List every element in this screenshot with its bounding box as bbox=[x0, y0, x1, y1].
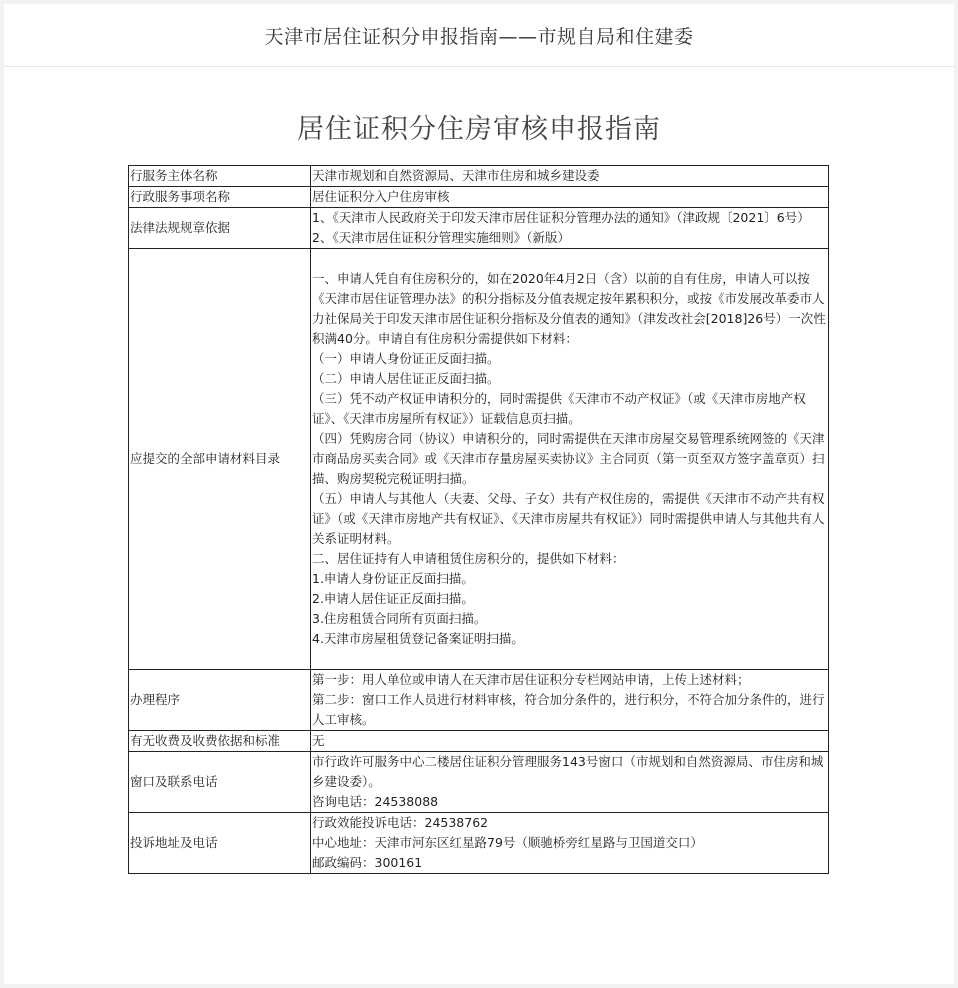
value-line: 3.住房租赁合同所有页面扫描。 bbox=[312, 611, 487, 626]
value-line: 4.天津市房屋租赁登记备案证明扫描。 bbox=[312, 631, 524, 646]
document-title: 居住证积分住房审核申报指南 bbox=[297, 114, 661, 145]
row-label: 应提交的全部申请材料目录 bbox=[129, 249, 311, 670]
row-value bbox=[311, 187, 829, 208]
value-line: 行政效能投诉电话：24538762 bbox=[312, 815, 489, 830]
row-value bbox=[311, 249, 829, 670]
row-value bbox=[311, 813, 829, 874]
value-line: （四）凭购房合同（协议）申请积分的，同时需提供在天津市房屋交易管理系统网签的《天津市商品房买卖合同》或《天津市存量房屋买卖协议》主合同页（第一页至双方签字盖章页）扫描、购房契税完税证明扫描。 bbox=[312, 431, 825, 486]
value-line: 2、《天津市居住证积分管理实施细则》（新版） bbox=[312, 230, 570, 245]
value-line: 天津市规划和自然资源局、天津市住房和城乡建设委 bbox=[312, 168, 600, 183]
page-title: 天津市居住证积分申报指南——市规自局和住建委 bbox=[264, 25, 694, 48]
value-line: 一、申请人凭自有住房积分的，如在2020年4月2日（含）以前的自有住房，申请人可以按《天津市居住证管理办法》的积分指标及分值表规定按年累积积分，或按《市发展改革委市人力社保局关于印发天津市居住证积分指标及分值表的通知》（津发改社会[2018]26号）一次性积满40分。申请自有住房积分需提供如下材料： bbox=[312, 271, 826, 346]
table-row-item bbox=[129, 187, 829, 208]
value-line: （二）申请人居住证正反面扫描。 bbox=[312, 371, 500, 386]
table-row-complaint bbox=[129, 813, 829, 874]
value-line: 2.申请人居住证正反面扫描。 bbox=[312, 591, 474, 606]
value-line: （三）凭不动产权证申请积分的，同时需提供《天津市不动产权证》（或《天津市房地产权证》、《天津市房屋所有权证》）证载信息页扫描。 bbox=[312, 391, 806, 426]
table-row-window bbox=[129, 752, 829, 813]
guide-table bbox=[128, 165, 829, 874]
value-line: 居住证积分入户住房审核 bbox=[312, 189, 450, 204]
value-line: 第二步：窗口工作人员进行材料审核，符合加分条件的，进行积分，不符合加分条件的，进行人工审核。 bbox=[312, 692, 825, 727]
value-line: 第一步：用人单位或申请人在天津市居住证积分专栏网站申请，上传上述材料； bbox=[312, 672, 750, 687]
row-label: 窗口及联系电话 bbox=[129, 752, 311, 813]
value-line: 二、居住证持有人申请租赁住房积分的，提供如下材料： bbox=[312, 551, 625, 566]
value-line: 市行政许可服务中心二楼居住证积分管理服务143号窗口（市规划和自然资源局、市住房和城乡建设委）。 bbox=[312, 754, 824, 789]
value-line: 咨询电话：24538088 bbox=[312, 794, 439, 809]
value-line: （一）申请人身份证正反面扫描。 bbox=[312, 351, 500, 366]
row-value bbox=[311, 670, 829, 731]
row-value bbox=[311, 752, 829, 813]
row-label: 法律法规规章依据 bbox=[129, 208, 311, 249]
value-line: 1.申请人身份证正反面扫描。 bbox=[312, 571, 474, 586]
row-label: 行服务主体名称 bbox=[129, 166, 311, 187]
row-value bbox=[311, 731, 829, 752]
value-line: 1、《天津市人民政府关于印发天津市居住证积分管理办法的通知》（津政规〔2021〕6号） bbox=[312, 210, 810, 225]
table-row-materials bbox=[129, 249, 829, 670]
value-line: （五）申请人与其他人（夫妻、父母、子女）共有产权住房的，需提供《天津市不动产共有权证》（或《天津市房地产共有权证》、《天津市房屋共有权证》）同时需提供申请人与其他共有人关系证明材料。 bbox=[312, 491, 825, 546]
row-label: 有无收费及收费依据和标准 bbox=[129, 731, 311, 752]
value-line: 无 bbox=[312, 733, 325, 748]
table-row-law bbox=[129, 208, 829, 249]
table-row-procedure bbox=[129, 670, 829, 731]
table-row-fee bbox=[129, 731, 829, 752]
document-content bbox=[4, 67, 954, 870]
table-row-subject bbox=[129, 166, 829, 187]
page bbox=[4, 4, 954, 984]
value-line: 邮政编码：300161 bbox=[312, 855, 423, 870]
row-value bbox=[311, 166, 829, 187]
row-label: 行政服务事项名称 bbox=[129, 187, 311, 208]
value-line: 中心地址：天津市河东区红星路79号（顺驰桥旁红星路与卫国道交口） bbox=[312, 835, 703, 850]
row-value bbox=[311, 208, 829, 249]
row-label: 办理程序 bbox=[129, 670, 311, 731]
page-header bbox=[4, 4, 954, 67]
row-label: 投诉地址及电话 bbox=[129, 813, 311, 874]
